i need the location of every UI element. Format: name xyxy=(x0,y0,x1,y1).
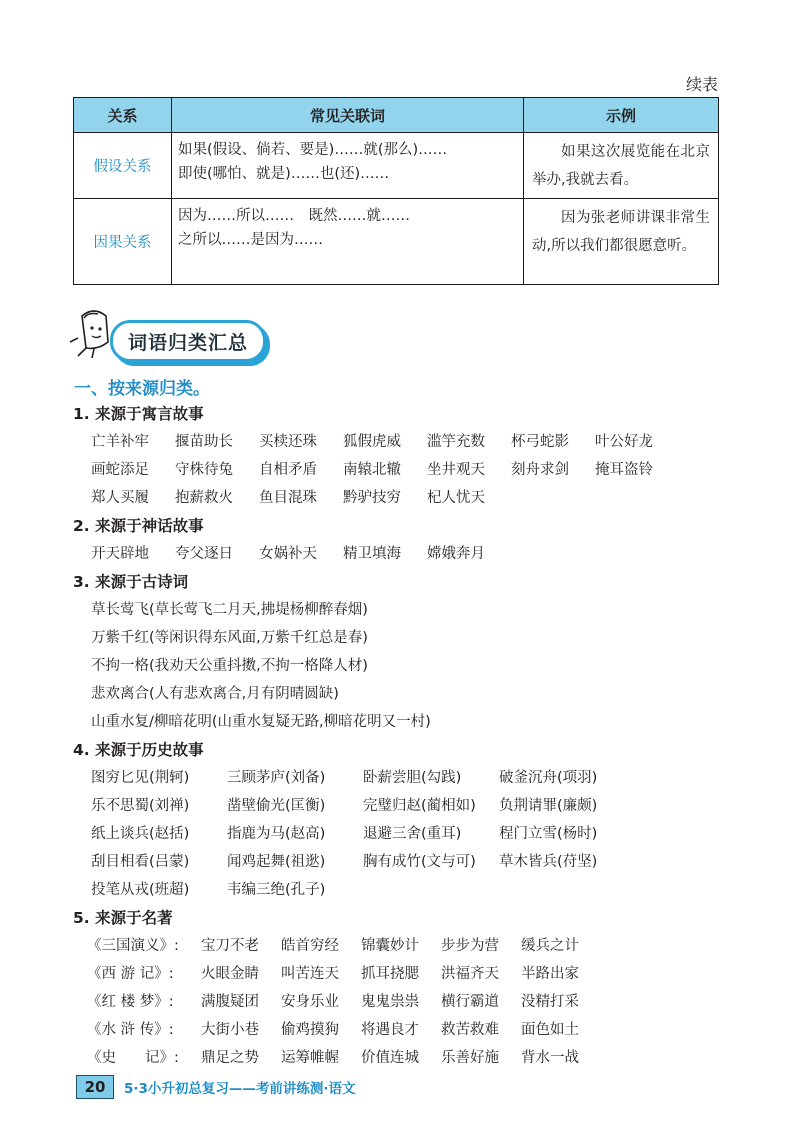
idiom-list xyxy=(73,540,733,568)
idiom-item: 草长莺飞(草长莺飞二月天,拂堤杨柳醉春烟) xyxy=(91,602,368,618)
table-row xyxy=(74,199,719,285)
category-title: 4. 来源于历史故事 xyxy=(73,741,204,759)
idiom-item: 步步为营 xyxy=(441,938,499,954)
idiom-item: 亡羊补牢 xyxy=(91,434,149,450)
idiom-item: 韦编三绝(孔子) xyxy=(227,882,326,898)
idiom-item: 救苦救难 xyxy=(441,1022,499,1038)
idiom-list xyxy=(73,428,733,512)
idiom-item: 运筹帷幄 xyxy=(281,1050,339,1066)
idiom-item: 价值连城 xyxy=(361,1050,419,1066)
category-fables xyxy=(73,400,733,512)
book-name: 《水 浒 传》: xyxy=(87,1022,174,1038)
book-name: 《红 楼 梦》: xyxy=(87,994,174,1010)
header-relation: 关系 xyxy=(74,98,172,133)
idiom-item: 开天辟地 xyxy=(91,546,149,562)
idiom-item: 背水一战 xyxy=(521,1050,579,1066)
book-row xyxy=(87,1016,733,1044)
idiom-item: 将遇良才 xyxy=(361,1022,419,1038)
idiom-item: 万紫千红(等闲识得东风面,万紫千红总是春) xyxy=(91,630,368,646)
idiom-item: 皓首穷经 xyxy=(281,938,339,954)
idiom-item: 滥竽充数 xyxy=(427,434,485,450)
idiom-item: 鱼目混珠 xyxy=(259,490,317,506)
idiom-item: 胸有成竹(文与可) xyxy=(363,854,476,870)
idiom-item: 锦囊妙计 xyxy=(361,938,419,954)
idiom-item: 大街小巷 xyxy=(201,1022,259,1038)
book-name: 《史 记》: xyxy=(87,1050,179,1066)
category-poems xyxy=(73,568,733,736)
idiom-item: 鼎足之势 xyxy=(201,1050,259,1066)
idiom-item: 悲欢离合(人有悲欢离合,月有阴晴圆缺) xyxy=(91,686,339,702)
table-header-row xyxy=(74,98,719,133)
idiom-item: 指鹿为马(赵高) xyxy=(227,826,326,842)
book-name: 《三国演义》: xyxy=(87,938,179,954)
idiom-item: 守株待兔 xyxy=(175,462,233,478)
continued-label: 续表 xyxy=(685,75,718,94)
idiom-item: 杞人忧天 xyxy=(427,490,485,506)
idiom-item: 狐假虎威 xyxy=(343,434,401,450)
example-sentence: 因为张老师讲课非常生动,所以我们都很愿意听。 xyxy=(524,199,719,285)
section-title-badge: 词语归类汇总 xyxy=(110,320,266,362)
idiom-item: 掩耳盗铃 xyxy=(595,462,653,478)
book-row xyxy=(87,1044,733,1072)
idiom-item: 不拘一格(我劝天公重抖擞,不拘一格降人材) xyxy=(91,658,368,674)
header-example: 示例 xyxy=(524,98,719,133)
category-myths xyxy=(73,512,733,568)
idiom-item: 乐善好施 xyxy=(441,1050,499,1066)
idiom-item: 三顾茅庐(刘备) xyxy=(227,770,326,786)
idiom-item: 洪福齐天 xyxy=(441,966,499,982)
conjunction-cell xyxy=(172,199,524,285)
idiom-item: 黔驴技穷 xyxy=(343,490,401,506)
conjunction-line: 之所以……是因为…… xyxy=(178,232,323,248)
idiom-item: 精卫填海 xyxy=(343,546,401,562)
category-history xyxy=(73,736,733,904)
idiom-item: 嫦娥奔月 xyxy=(427,546,485,562)
relation-type: 假设关系 xyxy=(74,133,172,199)
idiom-item: 完璧归赵(蔺相如) xyxy=(363,798,476,814)
idiom-item: 闻鸡起舞(祖逖) xyxy=(227,854,326,870)
book-name: 《西 游 记》: xyxy=(87,966,174,982)
idiom-item: 南辕北辙 xyxy=(343,462,401,478)
idiom-item: 火眼金睛 xyxy=(201,966,259,982)
idiom-list xyxy=(73,596,733,736)
idiom-item: 负荆请罪(廉颇) xyxy=(499,798,598,814)
idiom-item: 投笔从戎(班超) xyxy=(91,882,190,898)
idiom-item: 退避三舍(重耳) xyxy=(363,826,462,842)
idiom-item: 叶公好龙 xyxy=(595,434,653,450)
idiom-item: 没精打采 xyxy=(521,994,579,1010)
idiom-item: 鬼鬼祟祟 xyxy=(361,994,419,1010)
category-classics xyxy=(73,904,733,1072)
idiom-item: 揠苗助长 xyxy=(175,434,233,450)
idiom-item: 程门立雪(杨时) xyxy=(499,826,598,842)
idiom-item: 半路出家 xyxy=(521,966,579,982)
idiom-item: 横行霸道 xyxy=(441,994,499,1010)
category-title: 1. 来源于寓言故事 xyxy=(73,405,204,423)
idiom-item: 安身乐业 xyxy=(281,994,339,1010)
category-title: 2. 来源于神话故事 xyxy=(73,517,204,535)
conjunction-cell xyxy=(172,133,524,199)
idiom-item: 纸上谈兵(赵括) xyxy=(91,826,190,842)
idiom-item: 乐不思蜀(刘禅) xyxy=(91,798,190,814)
idiom-item: 坐井观天 xyxy=(427,462,485,478)
idiom-item: 刮目相看(吕蒙) xyxy=(91,854,190,870)
book-row xyxy=(87,988,733,1016)
idiom-item: 画蛇添足 xyxy=(91,462,149,478)
example-sentence: 如果这次展览能在北京举办,我就去看。 xyxy=(524,133,719,199)
idiom-item: 偷鸡摸狗 xyxy=(281,1022,339,1038)
book-list xyxy=(73,932,733,1072)
table-row xyxy=(74,133,719,199)
idiom-item: 草木皆兵(苻坚) xyxy=(499,854,598,870)
idiom-item: 宝刀不老 xyxy=(201,938,259,954)
idiom-item: 面色如土 xyxy=(521,1022,579,1038)
page-footer xyxy=(76,1075,356,1099)
idiom-item: 杯弓蛇影 xyxy=(511,434,569,450)
section-heading: 一、按来源归类。 xyxy=(74,379,210,399)
idiom-list xyxy=(73,764,733,904)
idiom-item: 女娲补天 xyxy=(259,546,317,562)
conjunction-line: 如果(假设、倘若、要是)……就(那么)…… xyxy=(178,142,448,158)
idiom-item: 凿壁偷光(匡衡) xyxy=(227,798,326,814)
idiom-item: 破釜沉舟(项羽) xyxy=(499,770,598,786)
category-title: 5. 来源于名著 xyxy=(73,909,173,927)
idiom-item: 刻舟求剑 xyxy=(511,462,569,478)
idiom-item: 图穷匕见(荆轲) xyxy=(91,770,190,786)
header-conjunctions: 常见关联词 xyxy=(172,98,524,133)
idiom-item: 缓兵之计 xyxy=(521,938,579,954)
idiom-item: 夸父逐日 xyxy=(175,546,233,562)
relation-table xyxy=(73,97,719,285)
relation-type: 因果关系 xyxy=(74,199,172,285)
conjunction-line: 因为……所以…… 既然……就…… xyxy=(178,208,410,224)
idiom-item: 叫苦连天 xyxy=(281,966,339,982)
idiom-item: 郑人买履 xyxy=(91,490,149,506)
idiom-item: 抓耳挠腮 xyxy=(361,966,419,982)
conjunction-line: 即使(哪怕、就是)……也(还)…… xyxy=(178,166,390,182)
idiom-item: 卧薪尝胆(勾践) xyxy=(363,770,462,786)
idiom-item: 山重水复/柳暗花明(山重水复疑无路,柳暗花明又一村) xyxy=(91,714,431,730)
idiom-item: 自相矛盾 xyxy=(259,462,317,478)
footer-text: 5·3小升初总复习——考前讲练测·语文 xyxy=(124,1081,356,1097)
idiom-categories xyxy=(73,400,733,1072)
idiom-item: 满腹疑团 xyxy=(201,994,259,1010)
category-title: 3. 来源于古诗词 xyxy=(73,573,189,591)
page-number: 20 xyxy=(76,1075,114,1099)
book-row xyxy=(87,960,733,988)
idiom-item: 抱薪救火 xyxy=(175,490,233,506)
book-row xyxy=(87,932,733,960)
idiom-item: 买椟还珠 xyxy=(259,434,317,450)
